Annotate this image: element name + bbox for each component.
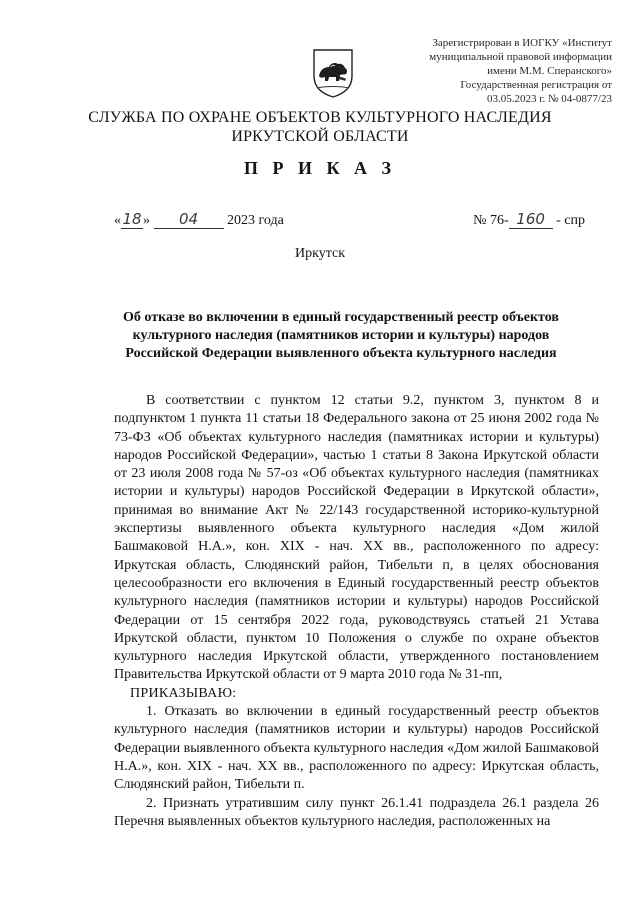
agency-name bbox=[0, 108, 640, 146]
registration-line: Государственная регистрация от bbox=[460, 79, 612, 91]
irkutsk-coat-of-arms-icon bbox=[311, 48, 355, 98]
document-type-title: П Р И К А З bbox=[243, 158, 397, 178]
preamble-paragraph: В соответствии с пунктом 12 статьи 9.2, пунктом 3, пунктом 8 и подпунктом 1 пункта 11 статьи 18 Федерального закона от 25 июня 2002 года № 73-ФЗ «Об объектах культурного наследия (памятниках истории и культуры) народов Российской Федерации», частью 1 статьи 8 Закона Иркутской области от 23 июля 2008 года № 57-оз «Об объектах культурного наследия (памятниках истории и культуры) народов Российской Федерации в Иркутской области», принимая во внимание Акт № 22/143 государственной историко-культурной экспертизы выявленного объекта культурного наследия «Дом жилой Башмаковой Н.А.», кон. XIX - нач. XX вв., расположенного по адресу: Иркутская область, Слюдянский район, Тибельти п, в целях обоснования целесообразности его включения в Единый государственный реестр объектов культурного наследия (памятников истории и культуры) народов Российской Федерации от 15 сентября 2022 года, руководствуясь статьей 21 Устава Иркутской области, пунктом 10 Положения о службе по охране объектов культурного наследия Иркутской области, утвержденного постановлением Правительства Иркутской области от 9 марта 2010 года № 31-пп, bbox=[114, 393, 599, 683]
agency-name-line: СЛУЖБА ПО ОХРАНЕ ОБЪЕКТОВ КУЛЬТУРНОГО НАСЛЕДИЯ bbox=[88, 109, 552, 126]
order-number-handwritten: 160 bbox=[509, 210, 553, 229]
order-item-1: 1. Отказать во включении в единый государственный реестр объектов культурного наследия (памятников истории и культуры) народов Российской Федерации выявленного объекта культурного наследия «Дом жилой Башмаковой Н.А.», кон. XIX - нач. XX вв., расположенного по адресу: Иркутская область, Слюдянский район, Тибельти п. bbox=[114, 704, 599, 793]
order-number-suffix: - спр bbox=[556, 213, 585, 228]
registration-line: имени М.М. Сперанского» bbox=[487, 65, 612, 77]
date-day-handwritten: 18 bbox=[122, 210, 142, 228]
date-close-quote: » bbox=[143, 213, 150, 228]
issue-city: Иркутск bbox=[294, 246, 346, 261]
registration-line: муниципальной правовой информации bbox=[429, 51, 612, 63]
registration-stamp bbox=[382, 36, 612, 106]
date-year: 2023 года bbox=[227, 213, 284, 228]
registration-line: 03.05.2023 г. № 04-0877/23 bbox=[487, 93, 612, 105]
order-subject bbox=[110, 309, 572, 363]
registration-line: Зарегистрирован в ИОГКУ «Институт bbox=[432, 37, 612, 49]
order-date bbox=[114, 210, 284, 229]
agency-name-line: ИРКУТСКОЙ ОБЛАСТИ bbox=[231, 128, 409, 145]
order-number-prefix: № 76- bbox=[473, 213, 509, 228]
order-subject-line: Российской Федерации выявленного объекта культурного наследия bbox=[125, 346, 557, 361]
date-open-quote: « bbox=[114, 213, 121, 228]
order-word: ПРИКАЗЫВАЮ: bbox=[130, 685, 237, 701]
order-body bbox=[114, 392, 599, 831]
order-subject-line: культурного наследия (памятников истории и культуры) народов bbox=[132, 328, 550, 343]
order-subject-line: Об отказе во включении в единый государственный реестр объектов bbox=[123, 310, 559, 325]
order-number bbox=[473, 210, 585, 229]
date-month-handwritten: 04 bbox=[154, 210, 224, 229]
order-item-2: 2. Признать утратившим силу пункт 26.1.41 подраздела 26.1 раздела 26 Перечня выявленных объектов культурного наследия, расположенных на bbox=[114, 795, 599, 829]
